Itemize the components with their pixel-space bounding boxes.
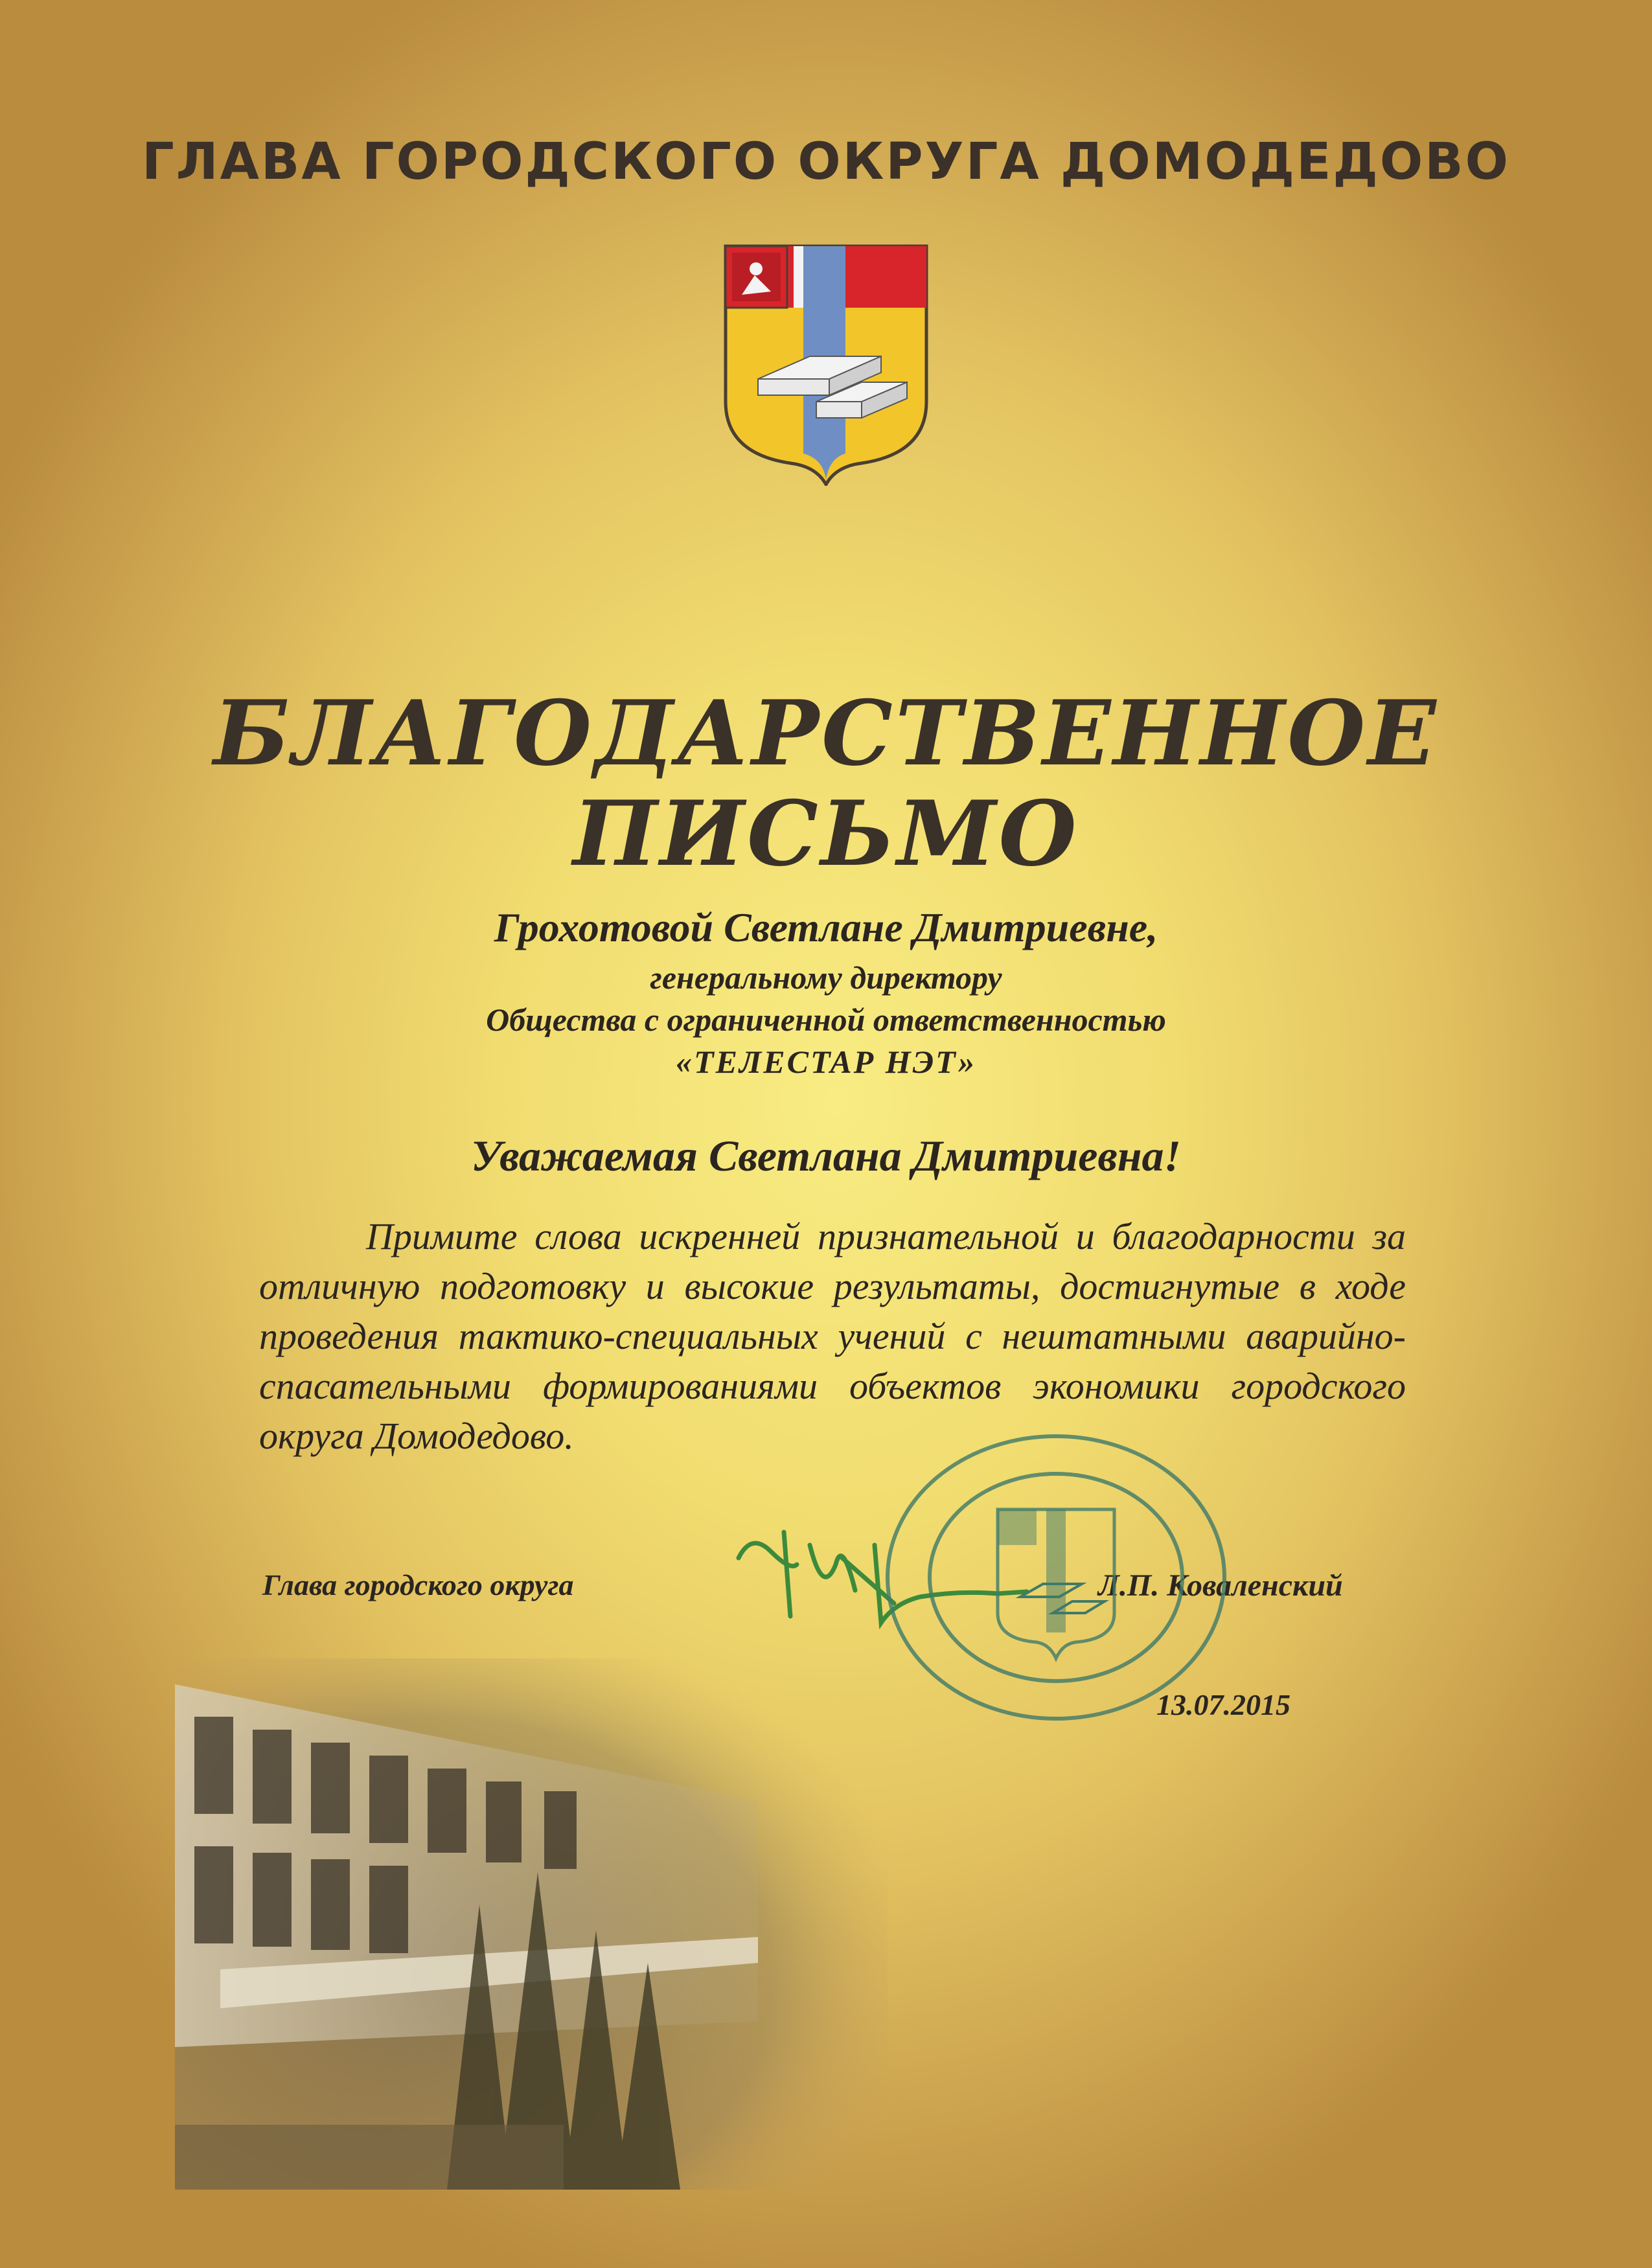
signer-title: Глава городского округа [262,1568,574,1601]
administration-building-photo [175,1658,888,2190]
coat-of-arms-icon [719,240,933,486]
issuer-header: ГЛАВА ГОРОДСКОГО ОКРУГА ДОМОДЕДОВО [142,133,1510,191]
letter-date: 13.07.2015 [1156,1688,1291,1721]
document-title-line2: ПИСЬМО [573,781,1079,886]
recipient-organization: Общества с ограниченной ответственностью [486,1002,1166,1038]
greeting: Уважаемая Светлана Дмитриевна! [470,1131,1182,1180]
recipient-name: Грохотовой Светлане Дмитриевне, [494,904,1158,950]
recipient-position: генеральному директору [650,959,1002,996]
official-stamp [875,1425,1237,1730]
recipient-company: «ТЕЛЕСТАР НЭТ» [676,1044,976,1080]
letter-body: Примите слова искренней признательной и благодарности за отличную подготовку и высокие результаты, достигнутые в ходе проведения тактико-специальных учений с нештатными аварийно-спасательными формированиями объектов экономики городского округа Домодедово. [259,1215,1406,1457]
document-title-line1: БЛАГОДАРСТВЕННОЕ [213,680,1439,786]
signer-name: Л.П. Коваленский [1098,1568,1343,1603]
